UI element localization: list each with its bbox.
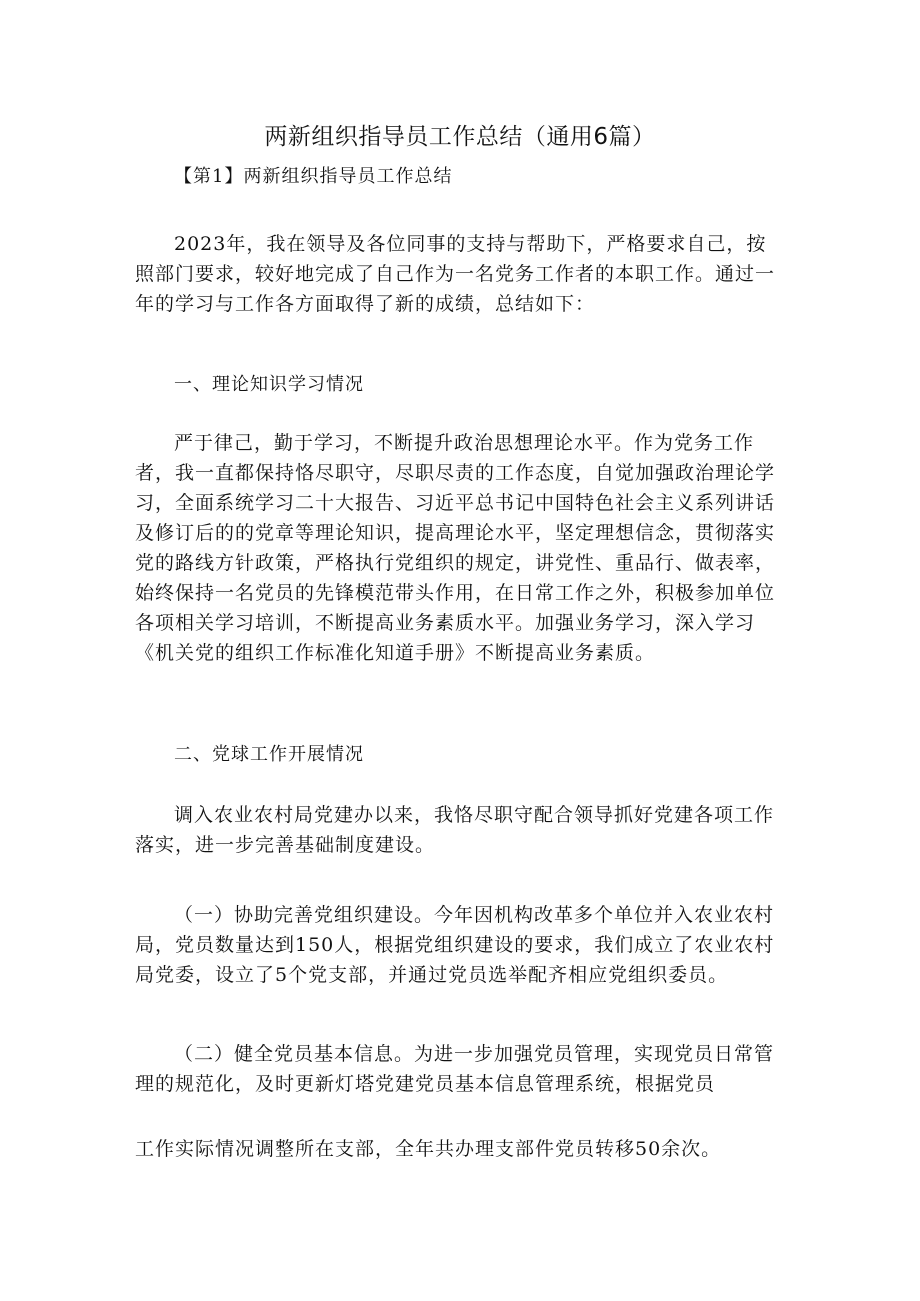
party-work-paragraph: 调入农业农村局党建办以来，我恪尽职守配合领导抓好党建各项工作落实，进一步完善基础制度建设。 [135, 804, 775, 856]
document-title: 两新组织指导员工作总结（通用6篇） [264, 124, 656, 150]
organization-building-paragraph: （一）协助完善党组织建设。今年因机构改革多个单位并入农业农村局，党员数量达到150人，根据党组织建设的要求，我们成立了农业农村局党委，设立了5个党支部，并通过党员选举配齐相应党组织委员。 [135, 904, 775, 986]
theory-paragraph: 严于律己，勤于学习，不断提升政治思想理论水平。作为党务工作者，我一直都保持恪尽职守，尽职尽责的工作态度，自觉加强政治理论学习，全面系统学习二十大报告、习近平总书记中国特色社会主义系列讲话及修订后的的党章等理论知识，提高理论水平，坚定理想信念，贯彻落实党的路线方针政策，严格执行党组织的规定，讲党性、重品行、做表率，始终保持一名党员的先锋模范带头作用，在日常工作之外，积极参加单位各项相关学习培训，不断提高业务素质水平。加强业务学习，深入学习《机关党的组织工作标准化知道手册》不断提高业务素质。 [135, 432, 776, 664]
member-transfer-paragraph: 工作实际情况调整所在支部，全年共办理支部件党员转移50余次。 [135, 1138, 722, 1160]
intro-paragraph: 2023年，我在领导及各位同事的支持与帮助下，严格要求自己，按照部门要求，较好地完成了自己作为一名党务工作者的本职工作。通过一年的学习与工作各方面取得了新的成绩，总结如下： [135, 233, 776, 315]
section-heading-theory: 一、理论知识学习情况 [174, 374, 364, 395]
section-subtitle: 【第1】两新组织指导员工作总结 [174, 166, 453, 187]
section-heading-party-work: 二、党球工作开展情况 [174, 744, 364, 765]
member-info-paragraph: （二）健全党员基本信息。为进一步加强党员管理，实现党员日常管理的规范化，及时更新灯塔党建党员基本信息管理系统，根据党员 [135, 1043, 775, 1095]
